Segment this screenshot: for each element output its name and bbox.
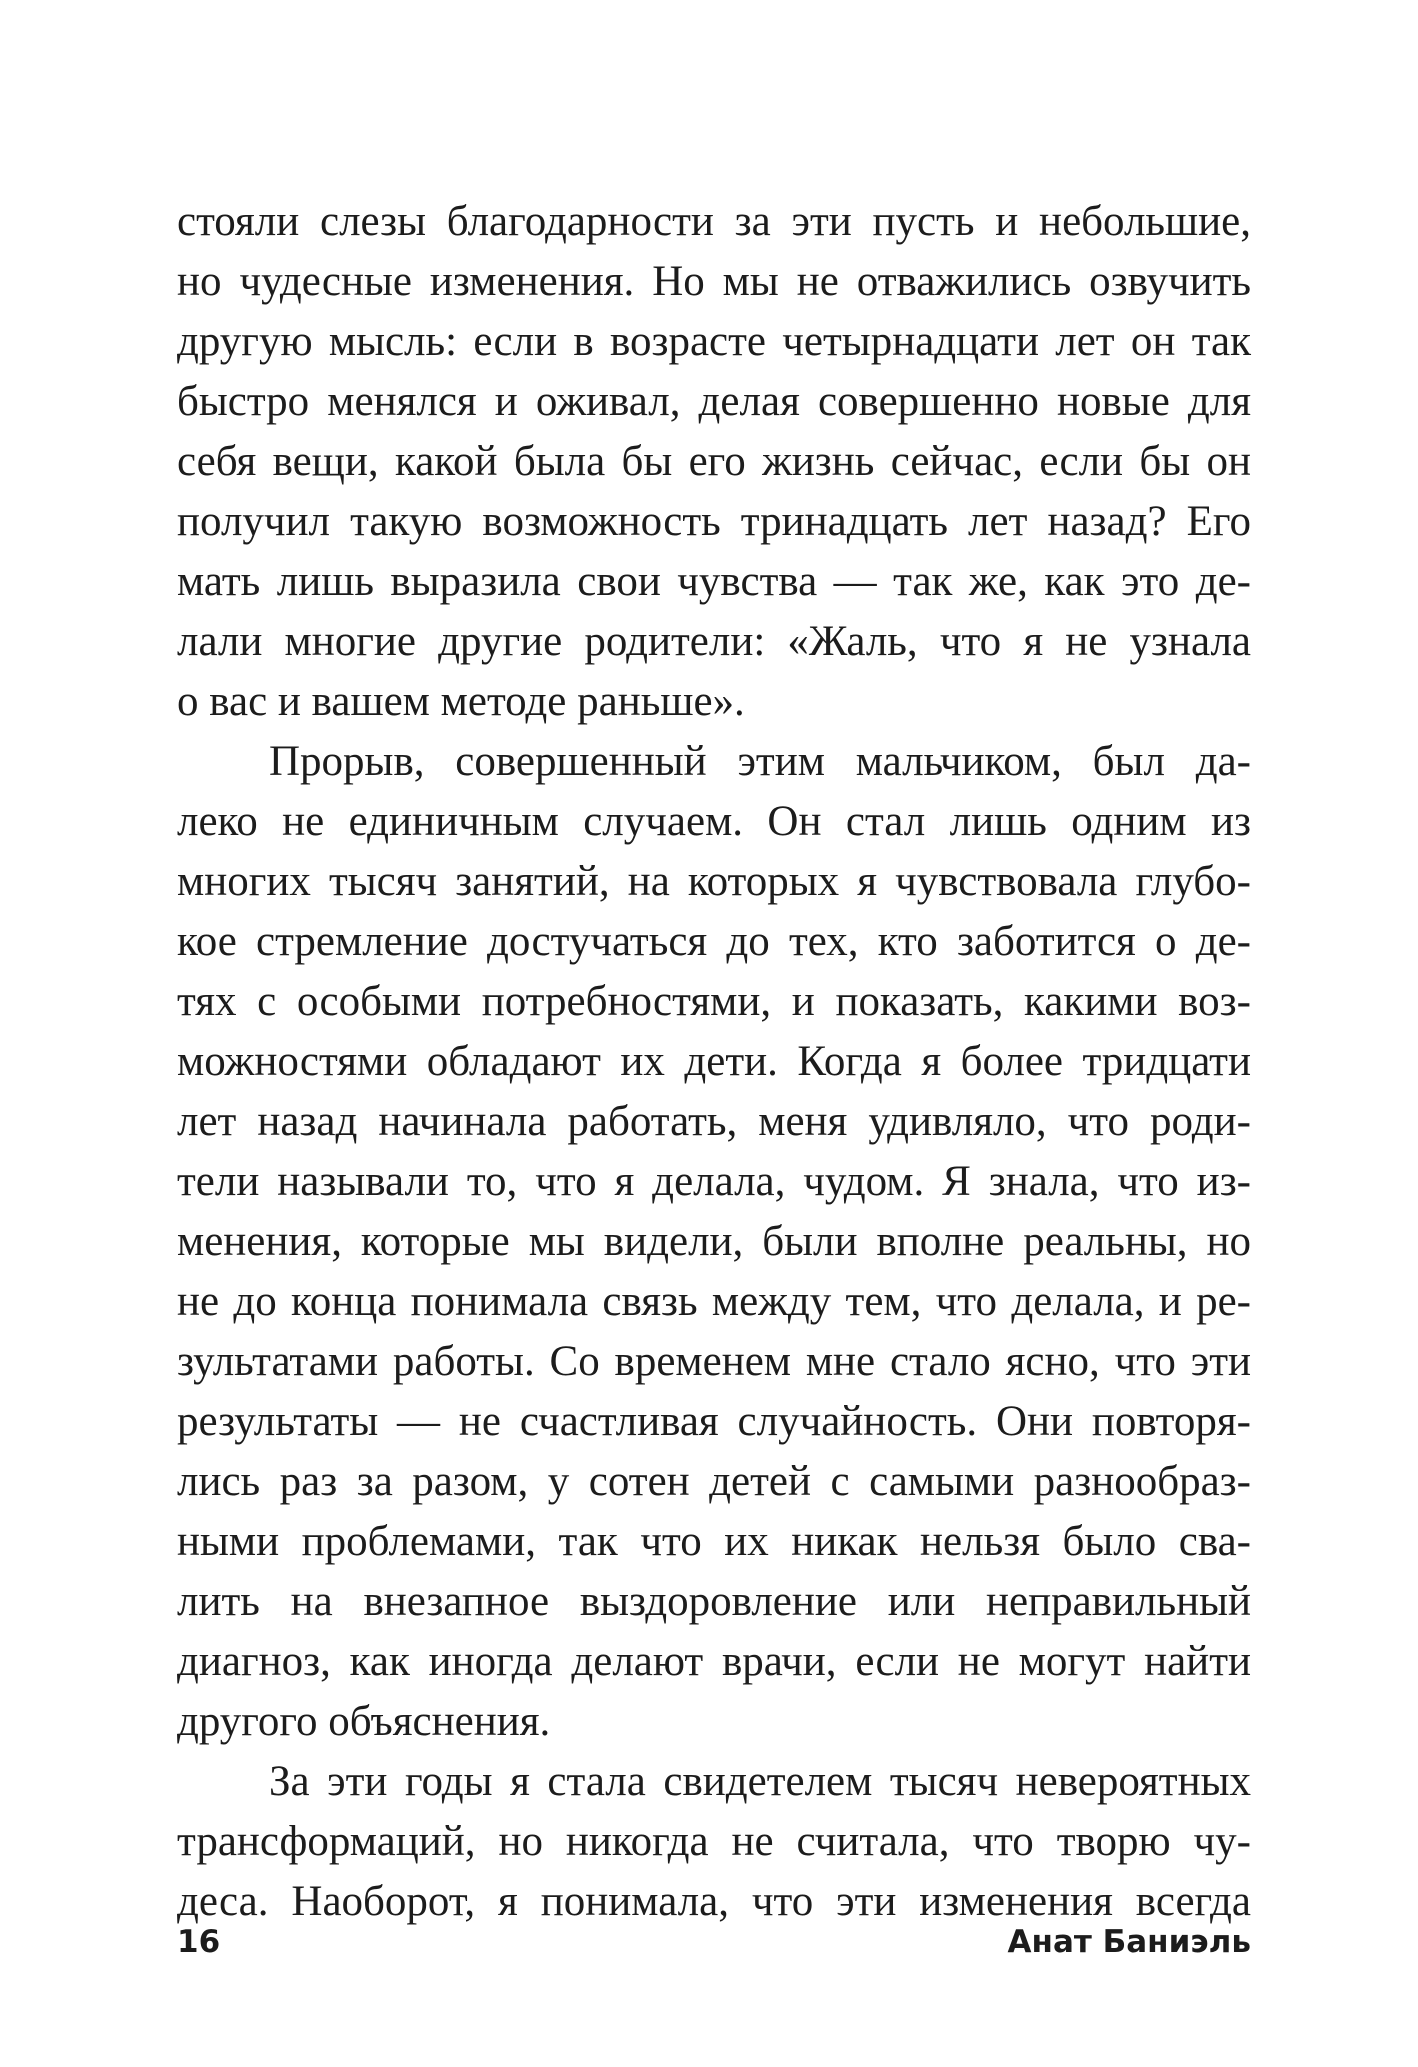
running-author: Анат Баниэль	[1007, 1924, 1251, 1960]
text-line: получил такую возможность тринадцать лет назад? Его	[177, 498, 1251, 545]
text-line: лись раз за разом, у сотен детей с самыми разнообраз-	[177, 1458, 1251, 1505]
text-line: За эти годы я стала свидетелем тысяч невероятных	[269, 1758, 1251, 1805]
text-line: многих тысяч занятий, на которых я чувствовала глубо-	[177, 858, 1251, 905]
text-line: тели называли то, что я делала, чудом. Я знала, что из-	[177, 1158, 1251, 1205]
body-text	[177, 192, 1251, 1932]
text-line: диагноз, как иногда делают врачи, если не могут найти	[177, 1638, 1251, 1685]
page-number: 16	[177, 1924, 221, 1960]
page-footer	[177, 1924, 1251, 1964]
text-line: но чудесные изменения. Но мы не отважились озвучить	[177, 258, 1251, 305]
text-line: лали многие другие родители: «Жаль, что я не узнала	[177, 618, 1251, 665]
text-line: Прорыв, совершенный этим мальчиком, был да-	[269, 738, 1251, 785]
text-line: стояли слезы благодарности за эти пусть и небольшие,	[177, 198, 1251, 245]
text-line: другую мысль: если в возрасте четырнадцати лет он так	[177, 318, 1251, 365]
text-line: можностями обладают их дети. Когда я более тридцати	[177, 1038, 1251, 1085]
text-line: лить на внезапное выздоровление или неправильный	[177, 1578, 1251, 1625]
text-line: лет назад начинала работать, меня удивляло, что роди-	[177, 1098, 1251, 1145]
text-line: ными проблемами, так что их никак нельзя было сва-	[177, 1518, 1251, 1565]
text-line: трансформаций, но никогда не считала, что творю чу-	[177, 1818, 1251, 1865]
text-line: деса. Наоборот, я понимала, что эти изменения всегда	[177, 1878, 1251, 1925]
text-line: кое стремление достучаться до тех, кто заботится о де-	[177, 918, 1251, 965]
text-line: себя вещи, какой была бы его жизнь сейчас, если бы он	[177, 438, 1251, 485]
text-line: леко не единичным случаем. Он стал лишь одним из	[177, 798, 1251, 845]
text-line: о вас и вашем методе раньше».	[177, 678, 745, 725]
text-line: быстро менялся и оживал, делая совершенно новые для	[177, 378, 1251, 425]
text-line: зультатами работы. Со временем мне стало ясно, что эти	[177, 1338, 1251, 1385]
text-line: не до конца понимала связь между тем, что делала, и ре-	[177, 1278, 1251, 1325]
text-line: менения, которые мы видели, были вполне реальны, но	[177, 1218, 1251, 1265]
text-line: результаты — не счастливая случайность. Они повторя-	[177, 1398, 1251, 1445]
text-line: тях с особыми потребностями, и показать, какими воз-	[177, 978, 1251, 1025]
text-line: мать лишь выразила свои чувства — так же, как это де-	[177, 558, 1251, 605]
text-line: другого объяснения.	[177, 1698, 551, 1745]
